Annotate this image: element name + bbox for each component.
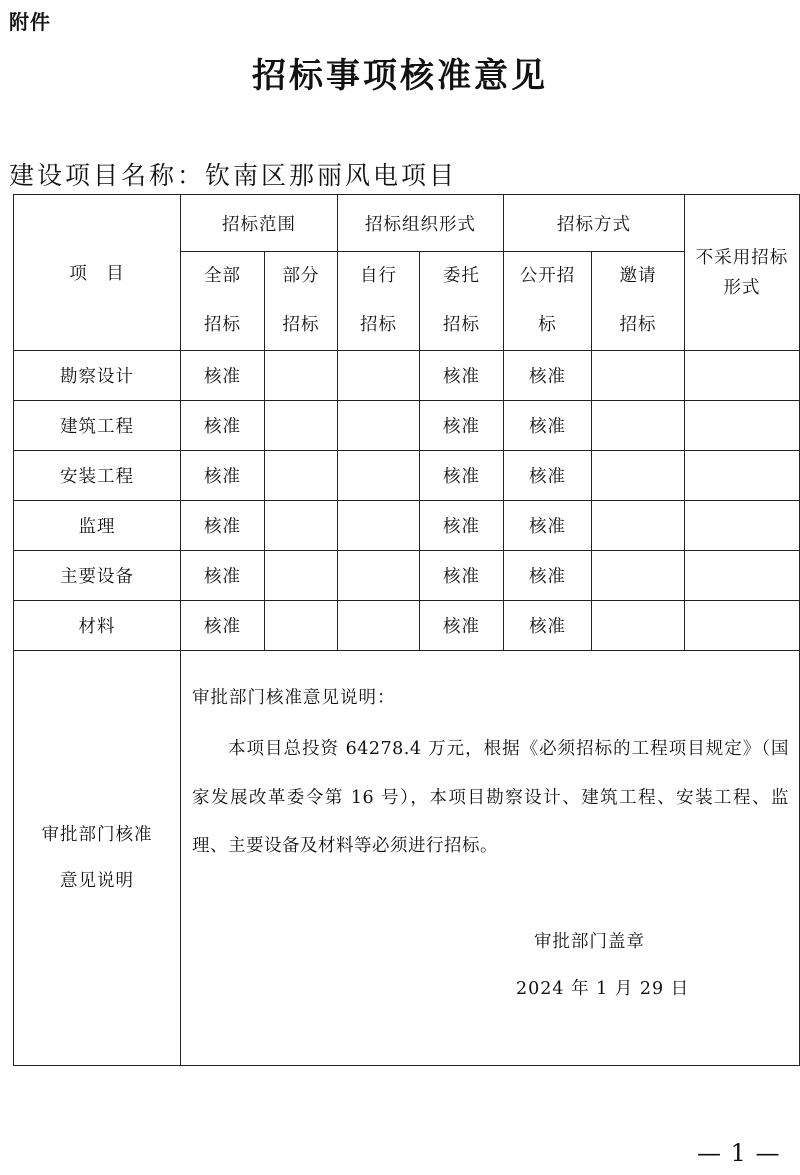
cell-invited [592,451,685,501]
cell-full: 核准 [181,601,265,651]
row-item: 建筑工程 [14,401,181,451]
row-item: 安装工程 [14,451,181,501]
open-bid-header: 公开招标 [504,252,592,351]
cell-open: 核准 [504,401,592,451]
cell-invited [592,551,685,601]
partial-bid-header: 部分招标 [265,252,338,351]
note-body: 本项目总投资 64278.4 万元，根据《必须招标的工程项目规定》（国家发展改革委令第 16 号），本项目勘察设计、建筑工程、安装工程、监理、主要设备及材料等必须进行招标。 [192,739,789,856]
row-item: 勘察设计 [14,351,181,401]
cell-entrusted: 核准 [420,401,504,451]
cell-partial [265,551,338,601]
cell-partial [265,351,338,401]
table-row [14,601,800,651]
cell-partial [265,601,338,651]
document-title: 招标事项核准意见 [252,56,548,96]
method-header: 招标方式 [504,195,685,252]
table-row [14,351,800,401]
cell-entrusted: 核准 [420,451,504,501]
cell-entrusted: 核准 [420,501,504,551]
cell-self [338,601,420,651]
cell-entrusted: 核准 [420,551,504,601]
scope-header: 招标范围 [181,195,338,252]
attachment-label: 附件 [9,10,51,34]
table-row [14,551,800,601]
stamp-label: 审批部门盖章 [534,932,645,952]
no-bid-header: 不采用招标形式 [685,195,800,351]
cell-full: 核准 [181,351,265,401]
cell-open: 核准 [504,601,592,651]
cell-open: 核准 [504,451,592,501]
cell-no-bid [685,551,800,601]
cell-open: 核准 [504,551,592,601]
cell-self [338,401,420,451]
cell-no-bid [685,401,800,451]
cell-no-bid [685,501,800,551]
table-row [14,401,800,451]
cell-partial [265,451,338,501]
cell-partial [265,501,338,551]
row-item: 主要设备 [14,551,181,601]
cell-open: 核准 [504,351,592,401]
cell-full: 核准 [181,451,265,501]
cell-self [338,501,420,551]
cell-partial [265,401,338,451]
project-name-line: 建设项目名称：钦南区那丽风电项目 [9,161,458,190]
cell-full: 核准 [181,401,265,451]
invited-bid-header: 邀请招标 [592,252,685,351]
item-header: 项 目 [14,195,181,351]
cell-invited [592,501,685,551]
cell-invited [592,351,685,401]
full-bid-header: 全部招标 [181,252,265,351]
org-header: 招标组织形式 [338,195,504,252]
entrusted-bid-header: 委托招标 [420,252,504,351]
cell-full: 核准 [181,551,265,601]
approval-date: 2024 年 1 月 29 日 [516,979,690,999]
cell-no-bid [685,351,800,401]
approval-table [13,194,800,1066]
note-cell [181,651,800,1066]
table-row [14,451,800,501]
cell-no-bid [685,451,800,501]
note-heading: 审批部门核准意见说明： [192,688,396,708]
table-row [14,501,800,551]
cell-full: 核准 [181,501,265,551]
page-number: — 1 — [697,1139,781,1167]
self-bid-header: 自行招标 [338,252,420,351]
cell-invited [592,601,685,651]
cell-self [338,451,420,501]
cell-invited [592,401,685,451]
cell-entrusted: 核准 [420,351,504,401]
cell-entrusted: 核准 [420,601,504,651]
row-item: 监理 [14,501,181,551]
note-label: 审批部门核准意见说明 [14,651,181,1066]
cell-no-bid [685,601,800,651]
row-item: 材料 [14,601,181,651]
cell-self [338,551,420,601]
cell-self [338,351,420,401]
cell-open: 核准 [504,501,592,551]
